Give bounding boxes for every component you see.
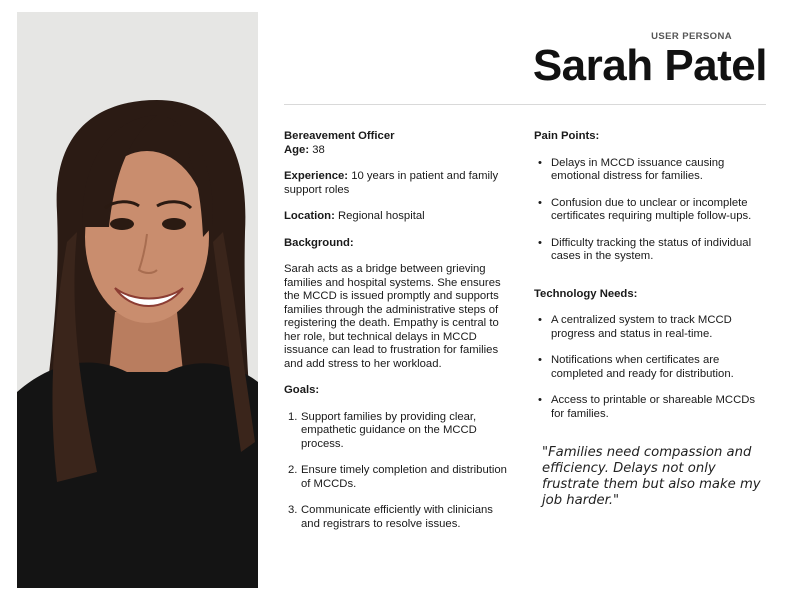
tech-need-text: Access to printable or shareable MCCDs for families. bbox=[551, 394, 756, 420]
background-heading: Background: bbox=[284, 236, 354, 249]
bullet-icon: • bbox=[538, 354, 542, 366]
goal-number: 3. bbox=[288, 504, 298, 516]
pain-point-text: Difficulty tracking the status of individual cases in the system. bbox=[551, 236, 752, 262]
bullet-icon: • bbox=[538, 314, 542, 326]
tech-need-text: A centralized system to track MCCD progress and status in real-time. bbox=[551, 314, 732, 340]
location-value: Regional hospital bbox=[334, 210, 425, 222]
goal-item bbox=[284, 411, 514, 452]
header-divider bbox=[284, 104, 766, 105]
background-text: Sarah acts as a bridge between grieving families and hospital systems. She ensures the MCCD is issued promptly and supports families through the administrative steps of registering the death. Empathy is central to her role, but technical delays in MCCD issuance can lead to frustration for families and add stress to her workload. bbox=[284, 263, 501, 370]
pain-points-heading: Pain Points: bbox=[534, 130, 600, 142]
goal-item bbox=[284, 464, 514, 491]
bullet-icon: • bbox=[538, 236, 542, 249]
bullet-icon: • bbox=[538, 394, 542, 406]
bullet-icon: • bbox=[538, 196, 542, 209]
goal-text: Support families by providing clear, empathetic guidance on the MCCD process. bbox=[301, 410, 477, 450]
pain-point-item bbox=[534, 237, 766, 264]
tech-need-item bbox=[534, 354, 766, 381]
pain-point-text: Delays in MCCD issuance causing emotional distress for families. bbox=[551, 156, 725, 182]
tech-needs-heading: Technology Needs: bbox=[534, 287, 638, 300]
pain-points-list bbox=[534, 157, 766, 264]
profile-column bbox=[284, 130, 514, 531]
persona-quote: "Families need compassion and efficiency. Delays not only frustrate them but also make my job harder." bbox=[542, 445, 761, 508]
tech-need-item bbox=[534, 394, 766, 421]
goals-list bbox=[284, 411, 514, 532]
goal-text: Communicate efficiently with clinicians and registrars to resolve issues. bbox=[301, 504, 493, 530]
needs-column bbox=[534, 130, 766, 509]
tech-needs-list bbox=[534, 314, 766, 421]
goal-text: Ensure timely completion and distribution of MCCDs. bbox=[301, 464, 507, 490]
location-line bbox=[284, 210, 514, 224]
age-line bbox=[284, 144, 514, 158]
persona-name: Sarah Patel bbox=[532, 41, 767, 90]
age-label: Age: bbox=[284, 143, 310, 156]
pain-point-text: Confusion due to unclear or incomplete certificates requiring multiple follow-ups. bbox=[551, 196, 752, 222]
goal-number: 1. bbox=[288, 410, 298, 423]
tech-need-item bbox=[534, 314, 766, 341]
goal-number: 2. bbox=[288, 464, 298, 476]
persona-photo bbox=[17, 12, 258, 588]
tech-need-text: Notifications when certificates are completed and ready for distribution. bbox=[551, 354, 734, 380]
pain-point-item bbox=[534, 197, 766, 224]
persona-type-label: USER PERSONA bbox=[651, 31, 732, 42]
pain-point-item bbox=[534, 157, 766, 184]
bullet-icon: • bbox=[538, 156, 542, 169]
experience-line bbox=[284, 170, 514, 197]
experience-label: Experience: bbox=[284, 170, 349, 182]
goal-item bbox=[284, 504, 514, 531]
location-label: Location: bbox=[284, 210, 335, 222]
age-value: 38 bbox=[309, 143, 325, 156]
goals-heading: Goals: bbox=[284, 384, 320, 396]
role-title: Bereavement Officer bbox=[284, 130, 395, 142]
experience-value: 10 years in patient and family support roles bbox=[284, 170, 499, 196]
portrait-illustration bbox=[17, 12, 258, 588]
